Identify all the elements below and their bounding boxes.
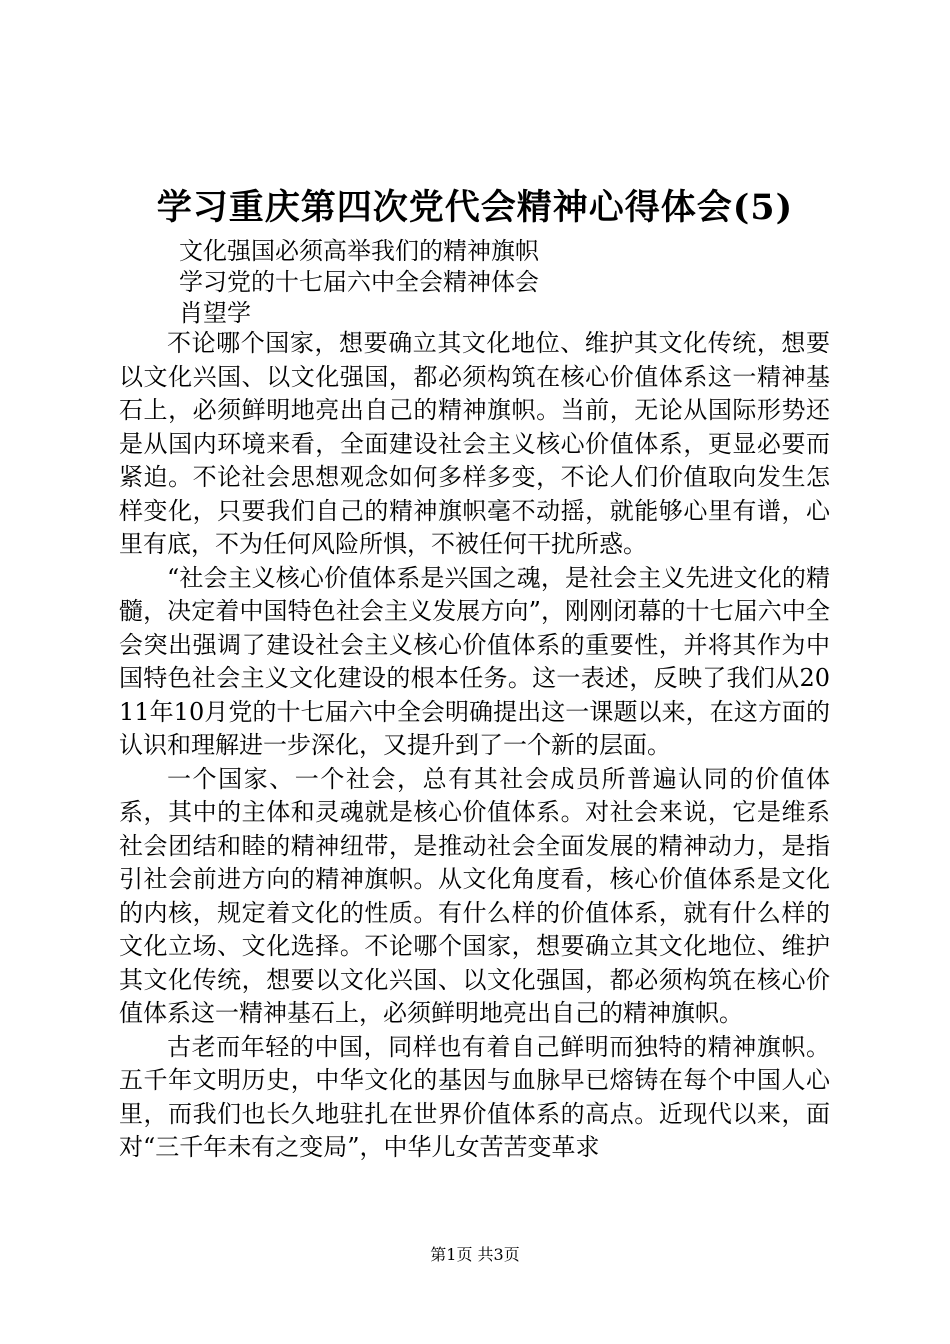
paragraph-2: “社会主义核心价值体系是兴国之魂，是社会主义先进文化的精髓，决定着中国特色社会主义发展方向”，刚刚闭幕的十七届六中全会突出强调了建设社会主义核心价值体系的重要性，并将其作为中国特色社会主义文化建设的根本任务。这一表述，反映了我们从2011年10月党的十七届六中全会明确提出这一课题以来，在这方面的认识和理解进一步深化，又提升到了一个新的层面。 (119, 563, 830, 759)
paragraph-4: 古老而年轻的中国，同样也有着自己鲜明而独特的精神旗帜。五千年文明历史，中华文化的基因与血脉早已熔铸在每个中国人心里，而我们也长久地驻扎在世界价值体系的高点。近现代以来，面对“三千年未有之变局”，中华儿女苦苦变革求 (119, 1032, 830, 1161)
subtitle-line-2: 学习党的十七届六中全会精神体会 (179, 268, 539, 296)
document-title: 学习重庆第四次党代会精神心得体会(5) (156, 187, 794, 228)
paragraph-3: 一个国家、一个社会，总有其社会成员所普遍认同的价值体系，其中的主体和灵魂就是核心价值体系。对社会来说，它是维系社会团结和睦的精神纽带，是推动社会全面发展的精神动力，是指引社会前进方向的精神旗帜。从文化角度看，核心价值体系是文化的内核，规定着文化的性质。有什么样的价值体系，就有什么样的文化立场、文化选择。不论哪个国家，想要确立其文化地位、维护其文化传统，想要以文化兴国、以文化强国，都必须构筑在核心价值体系这一精神基石上，必须鲜明地亮出自己的精神旗帜。 (119, 764, 830, 1027)
subtitle-line-1: 文化强国必须高举我们的精神旗帜 (179, 237, 539, 265)
paragraph-1: 不论哪个国家，想要确立其文化地位、维护其文化传统，想要以文化兴国、以文化强国，都必须构筑在核心价值体系这一精神基石上，必须鲜明地亮出自己的精神旗帜。当前，无论从国际形势还是从国内环境来看，全面建设社会主义核心价值体系，更显必要而紧迫。不论社会思想观念如何多样多变，不论人们价值取向发生怎样变化，只要我们自己的精神旗帜毫不动摇，就能够心里有谱，心里有底，不为任何风险所惧，不被任何干扰所惑。 (119, 329, 830, 558)
document-body (119, 327, 830, 1165)
page-footer: 第1页 共3页 (430, 1245, 520, 1264)
author-name: 肖望学 (179, 299, 251, 327)
